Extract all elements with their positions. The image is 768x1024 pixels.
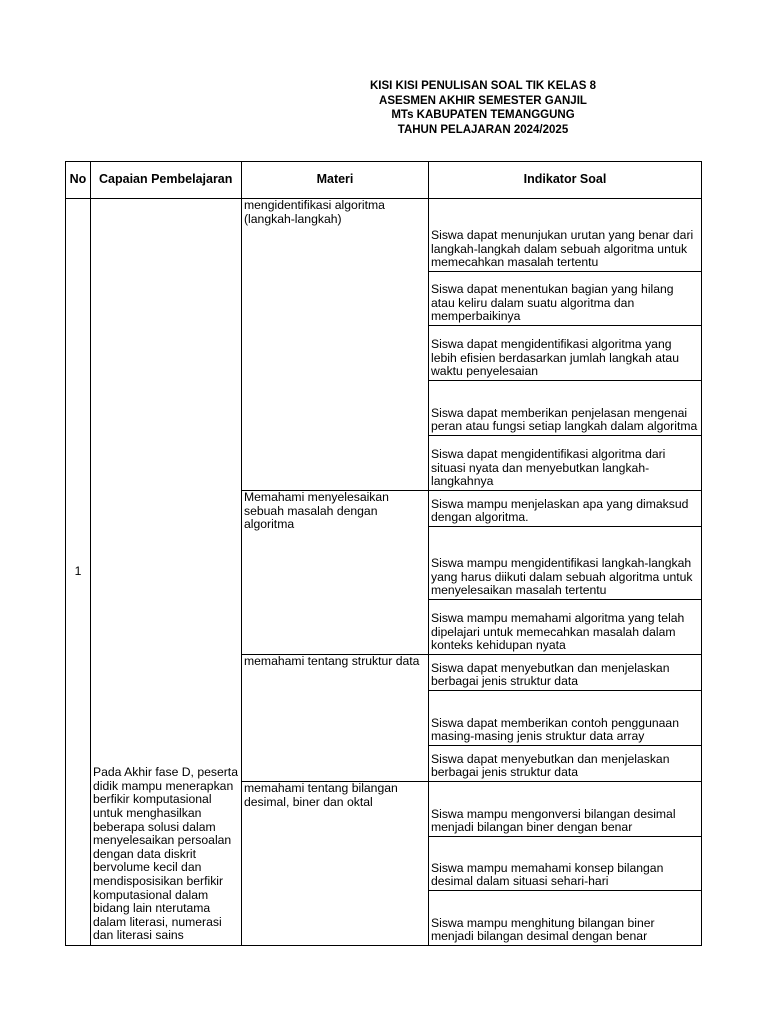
indikator-cell: Siswa mampu memahami algoritma yang telah dipelajari untuk memecahkan masalah dalam konteks kehidupan nyata: [429, 600, 702, 655]
table-row: [66, 199, 702, 272]
column-header-materi: Materi: [242, 162, 429, 199]
header-title-line2: ASESMEN AKHIR SEMESTER GANJIL: [379, 94, 587, 107]
indikator-cell: Siswa dapat menyebutkan dan menjelaskan berbagai jenis struktur data: [429, 655, 702, 691]
indikator-cell: Siswa dapat mengidentifikasi algoritma dari situasi nyata dan menyebutkan langkah-langkahnya: [429, 436, 702, 491]
indikator-cell: Siswa dapat menunjukan urutan yang benar dari langkah-langkah dalam sebuah algoritma untuk memecahkan masalah tertentu: [429, 199, 702, 272]
indikator-cell: Siswa mampu mengonversi bilangan desimal menjadi bilangan biner dengan benar: [429, 782, 702, 837]
indikator-cell: Siswa dapat menyebutkan dan menjelaskan berbagai jenis struktur data: [429, 746, 702, 782]
column-header-no: No: [66, 162, 91, 199]
column-header-indikator: Indikator Soal: [429, 162, 702, 199]
indikator-cell: Siswa dapat menentukan bagian yang hilang atau keliru dalam suatu algoritma dan memperbaikinya: [429, 272, 702, 326]
materi-cell: mengidentifikasi algoritma (langkah-langkah): [242, 199, 429, 491]
materi-cell: Memahami menyelesaikan sebuah masalah dengan algoritma: [242, 491, 429, 655]
indikator-cell: Siswa mampu mengidentifikasi langkah-langkah yang harus diikuti dalam sebuah algoritma untuk menyelesaikan masalah tertentu: [429, 527, 702, 600]
header-title-line3: MTs KABUPATEN TEMANGGUNG: [391, 109, 575, 121]
indikator-cell: Siswa dapat memberikan contoh penggunaan masing-masing jenis struktur data array: [429, 691, 702, 746]
table-header-row: [66, 162, 702, 199]
kisi-kisi-table: [65, 161, 702, 946]
materi-cell: memahami tentang bilangan desimal, biner dan oktal: [242, 782, 429, 946]
indikator-cell: Siswa mampu menghitung bilangan biner menjadi bilangan desimal dengan benar: [429, 891, 702, 946]
document-header: [0, 79, 768, 137]
column-header-capaian: Capaian Pembelajaran: [91, 162, 242, 199]
materi-cell: memahami tentang struktur data: [242, 655, 429, 782]
capaian-pembelajaran-cell: Pada Akhir fase D, peserta didik mampu menerapkan berfikir komputasional untuk menghasilkan beberapa solusi dalam menyelesaikan persoalan dengan data diskrit bervolume kecil dan mendisposisikan berfikir komputasional dalam bidang lain nterutama dalam literasi, numerasi dan literasi sains: [91, 199, 242, 946]
header-title-line1: KISI KISI PENULISAN SOAL TIK KELAS 8: [370, 80, 596, 92]
header-title-line4: TAHUN PELAJARAN 2024/2025: [397, 123, 569, 136]
indikator-cell: Siswa dapat mengidentifikasi algoritma yang lebih efisien berdasarkan jumlah langkah atau waktu penyelesaian: [429, 326, 702, 381]
indikator-cell: Siswa dapat memberikan penjelasan mengenai peran atau fungsi setiap langkah dalam algoritma: [429, 381, 702, 436]
row-number: 1: [66, 199, 91, 946]
indikator-cell: Siswa mampu memahami konsep bilangan desimal dalam situasi sehari-hari: [429, 837, 702, 891]
indikator-cell: Siswa mampu menjelaskan apa yang dimaksud dengan algoritma.: [429, 491, 702, 527]
